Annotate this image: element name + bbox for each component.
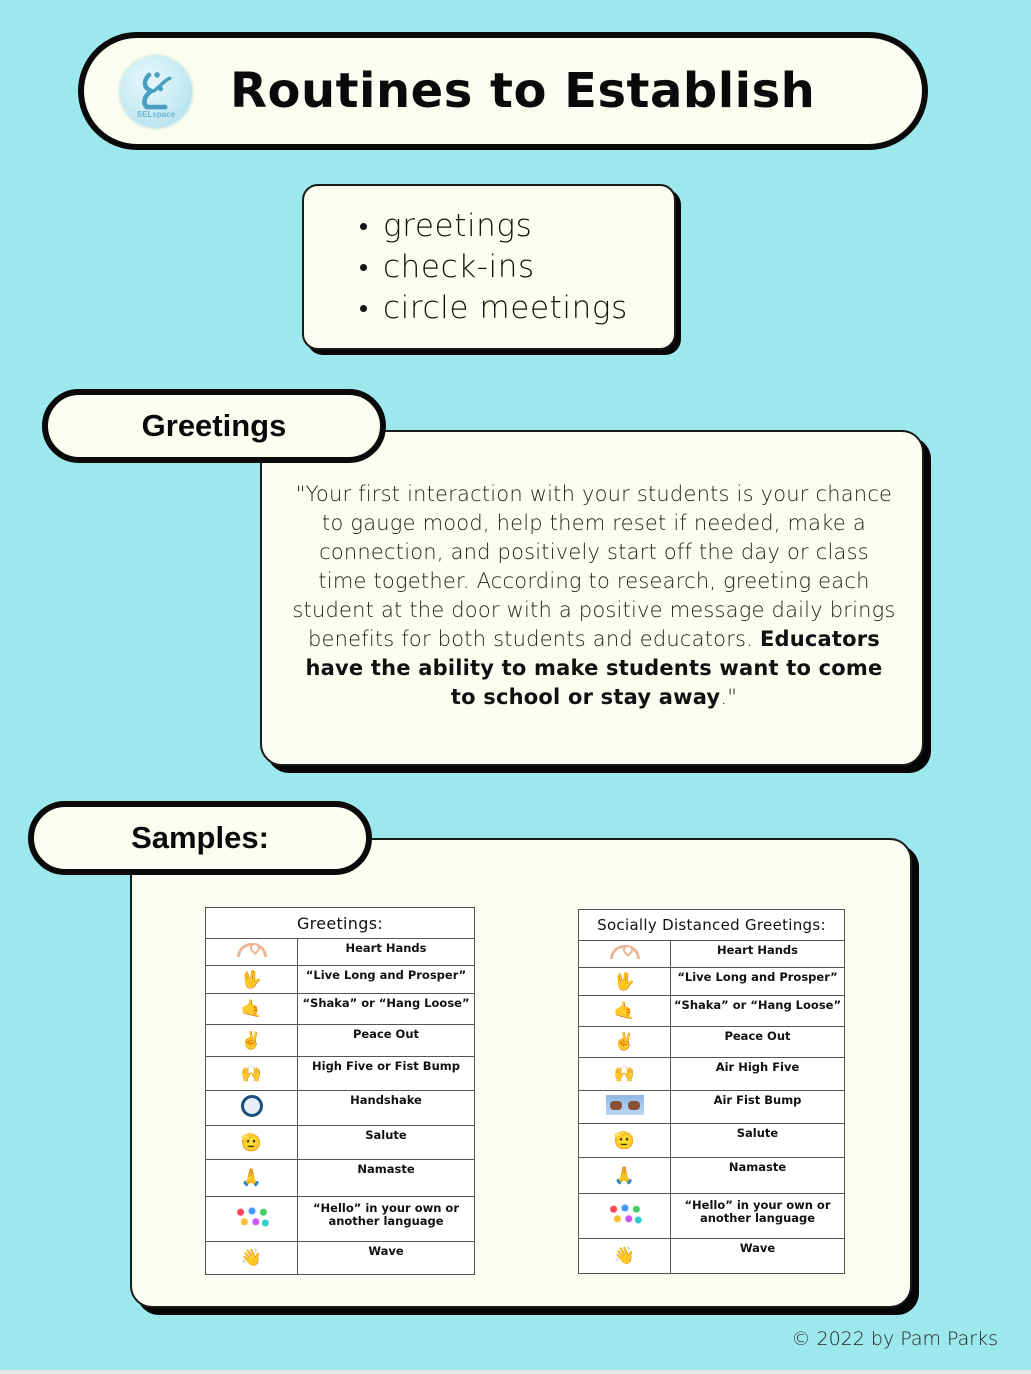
shaka-icon: 🤙 — [240, 999, 263, 1018]
vulcan-salute-icon: 🖖 — [240, 969, 263, 989]
table-row: 🤙 “Shaka” or “Hang Loose” — [206, 994, 475, 1025]
table-row: 👋 Wave — [206, 1242, 475, 1275]
namaste-icon: 🙏 — [613, 1165, 636, 1185]
greetings-quote-card — [260, 430, 924, 766]
fist-bump-icon — [606, 1095, 644, 1115]
table-row: 🤙 “Shaka” or “Hang Loose” — [579, 996, 845, 1027]
speech-bubbles-icon — [233, 1205, 271, 1229]
high-five-icon: 🙌 — [240, 1063, 263, 1083]
table-row: 🖖 “Live Long and Prosper” — [206, 966, 475, 994]
table-row: Air Fist Bump — [579, 1091, 845, 1124]
high-five-icon: 🙌 — [613, 1064, 636, 1083]
table-row: 🙌 Air High Five — [579, 1058, 845, 1091]
table-row: Handshake — [206, 1091, 475, 1126]
quote-emphasis: Educators have the ability to make students want to come to school or stay away — [305, 627, 883, 709]
greetings-heading: Greetings — [42, 389, 386, 463]
logo-text: SELspace — [136, 109, 176, 119]
vulcan-salute-icon: 🖖 — [613, 971, 636, 991]
table-row: 🙌 High Five or Fist Bump — [206, 1057, 475, 1091]
wave-icon: 👋 — [613, 1246, 636, 1265]
greetings-quote: "Your first interaction with your students is your chance to gauge mood, help them reset if needed, make a connection, and positively start off the day or class time together. According to research, greeting each student at the door with a positive message daily brings benefits for both students and educators. Educators have the ability to make students want to come to school or stay away." — [292, 482, 896, 709]
bullet-icon — [360, 223, 367, 230]
speech-bubbles-icon — [606, 1202, 644, 1226]
peace-sign-icon: ✌ — [240, 1030, 263, 1050]
bottom-strip — [0, 1370, 1031, 1374]
table-row: 🙏 Namaste — [579, 1158, 845, 1194]
selspace-logo-icon — [120, 56, 192, 128]
page-title: Routines to Establish — [230, 63, 816, 119]
table-row: ✌ Peace Out — [206, 1025, 475, 1057]
salute-icon: 🫡 — [613, 1130, 636, 1150]
heart-hands-icon — [237, 943, 267, 957]
title-banner — [78, 32, 928, 150]
list-item: greetings — [360, 206, 628, 247]
bullet-icon — [360, 305, 367, 312]
table-row: 👋 Wave — [579, 1239, 845, 1274]
table-row: 🖖 “Live Long and Prosper” — [579, 968, 845, 996]
table-row: 🫡 Salute — [206, 1126, 475, 1160]
table-title: Greetings: — [206, 908, 475, 939]
table-row: Heart Hands — [206, 939, 475, 966]
namaste-icon: 🙏 — [240, 1168, 263, 1187]
wave-icon: 👋 — [240, 1248, 263, 1267]
list-item: check-ins — [360, 247, 628, 288]
table-row: “Hello” in your own or another language — [206, 1197, 475, 1242]
routines-list-card — [302, 184, 676, 350]
handshake-icon — [241, 1095, 263, 1117]
copyright-text: © 2022 by Pam Parks — [791, 1328, 998, 1350]
table-title: Socially Distanced Greetings: — [579, 910, 845, 941]
bullet-icon — [360, 264, 367, 271]
list-item: circle meetings — [360, 288, 628, 329]
logo-figure-icon — [133, 68, 179, 114]
shaka-icon: 🤙 — [613, 1001, 636, 1020]
peace-sign-icon: ✌ — [613, 1032, 636, 1051]
table-row: 🙏 Namaste — [206, 1160, 475, 1197]
salute-icon: 🫡 — [240, 1132, 263, 1152]
table-row: Heart Hands — [579, 941, 845, 968]
table-row: “Hello” in your own or another language — [579, 1194, 845, 1239]
greetings-table — [205, 907, 475, 1275]
heart-hands-icon — [610, 945, 640, 959]
samples-heading: Samples: — [28, 801, 372, 875]
table-row: ✌ Peace Out — [579, 1027, 845, 1058]
routines-list — [360, 206, 628, 329]
socially-distanced-greetings-table — [578, 909, 845, 1274]
table-row: 🫡 Salute — [579, 1124, 845, 1158]
